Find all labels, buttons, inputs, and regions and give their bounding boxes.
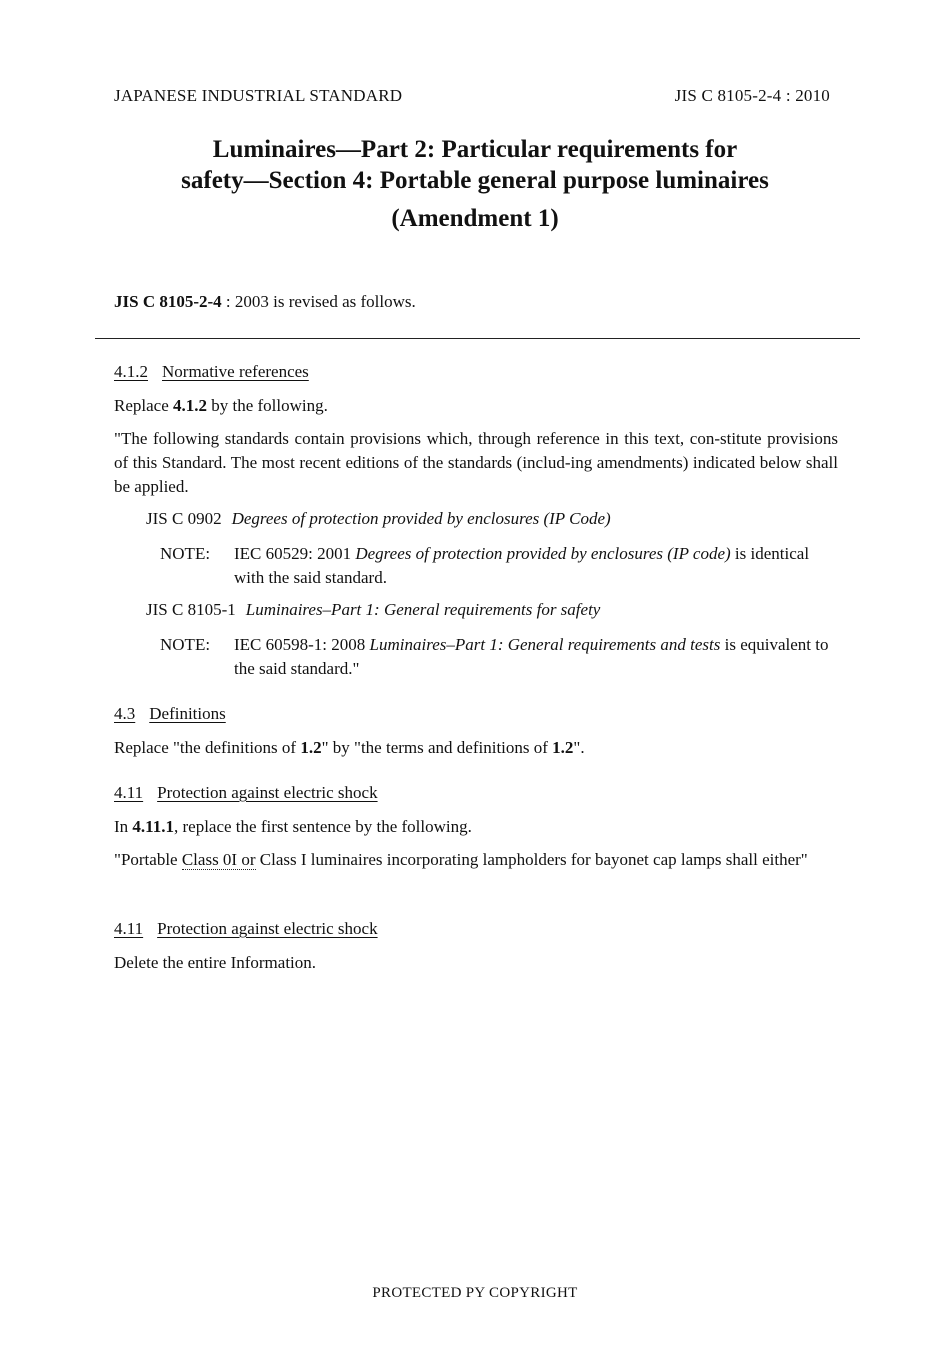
- revised-text: : 2003 is revised as follows.: [221, 292, 416, 311]
- note-label: NOTE:: [160, 635, 211, 654]
- note-text: [234, 542, 840, 590]
- note-text: [234, 633, 840, 681]
- section-number: 4.3: [114, 704, 136, 723]
- clause-reference: 1.2: [552, 738, 574, 757]
- note-label: NOTE:: [160, 544, 211, 563]
- marked-text: Class 0I or: [181, 850, 256, 869]
- section-title: Protection against electric shock: [157, 919, 378, 938]
- text-run: by the following.: [207, 396, 328, 415]
- clause-reference: 1.2: [300, 738, 322, 757]
- paragraph: [114, 394, 838, 418]
- note: [160, 542, 840, 590]
- section-heading-4-11: [114, 781, 838, 805]
- text-run: Class I luminaires incorporating lampholders for bayonet cap lamps shall either": [255, 850, 808, 869]
- reference-title: Degrees of protection provided by enclosures (IP Code): [231, 509, 611, 528]
- section-heading-4-11: [114, 917, 838, 941]
- copyright-footer: PROTECTED PY COPYRIGHT: [372, 1285, 578, 1301]
- section-title: Normative references: [162, 362, 309, 381]
- reference-code: JIS C 0902: [146, 509, 222, 528]
- normative-references-intro: "The following standards contain provisions which, through reference in this text, con-stitute provisions of this Standard. The most recent editions of the standards (includ-ing amendments) indicated below shall be applied.: [114, 429, 838, 496]
- title-line-2: safety—Section 4: Portable general purpose luminaires: [181, 167, 769, 194]
- reference-title: Luminaires–Part 1: General requirements for safety: [245, 600, 601, 619]
- section-heading-4-1-2: [114, 360, 838, 384]
- title-line-1: Luminaires—Part 2: Particular requirements for: [212, 136, 738, 163]
- clause-reference: 4.11.1: [132, 817, 174, 836]
- section-number: 4.11: [114, 783, 144, 802]
- section-title: Definitions: [149, 704, 226, 723]
- text-run: " by "the terms and definitions of: [321, 738, 553, 757]
- section-heading-4-3: [114, 702, 838, 726]
- reference-entry: [146, 509, 611, 529]
- revised-standard: JIS C 8105-2-4: [114, 292, 222, 311]
- paragraph: [114, 848, 838, 872]
- header-standard-number: JIS C 8105-2-4 : 2010: [674, 86, 830, 105]
- text-run: Replace: [114, 396, 173, 415]
- document-title: [100, 134, 850, 196]
- text-run: IEC 60598-1: 2008: [234, 635, 370, 654]
- paragraph: Delete the entire Information.: [114, 953, 317, 972]
- revision-statement: [114, 292, 416, 312]
- reference-title: Luminaires–Part 1: General requirements and tests: [369, 635, 721, 654]
- text-run: ".: [573, 738, 585, 757]
- note: [160, 633, 840, 681]
- text-run: "Portable: [114, 850, 182, 869]
- paragraph: [114, 736, 838, 760]
- reference-code: JIS C 8105-1: [146, 600, 236, 619]
- section-title: Protection against electric shock: [157, 783, 378, 802]
- clause-reference: 4.1.2: [173, 396, 207, 415]
- header-standard-type: JAPANESE INDUSTRIAL STANDARD: [114, 86, 403, 105]
- paragraph: [114, 815, 838, 839]
- section-number: 4.1.2: [114, 362, 148, 381]
- amendment-label: (Amendment 1): [391, 205, 559, 232]
- text-run: IEC 60529: 2001: [234, 544, 356, 563]
- reference-entry: [146, 600, 600, 620]
- text-run: , replace the first sentence by the following.: [173, 817, 472, 836]
- text-run: Replace "the definitions of: [114, 738, 301, 757]
- text-run: is equivalent to the said standard.": [234, 635, 829, 678]
- reference-title: Degrees of protection provided by enclosures (IP code): [355, 544, 731, 563]
- text-run: In: [114, 817, 133, 836]
- horizontal-rule: [95, 338, 860, 339]
- text-run: is identical with the said standard.: [234, 544, 810, 587]
- section-number: 4.11: [114, 919, 144, 938]
